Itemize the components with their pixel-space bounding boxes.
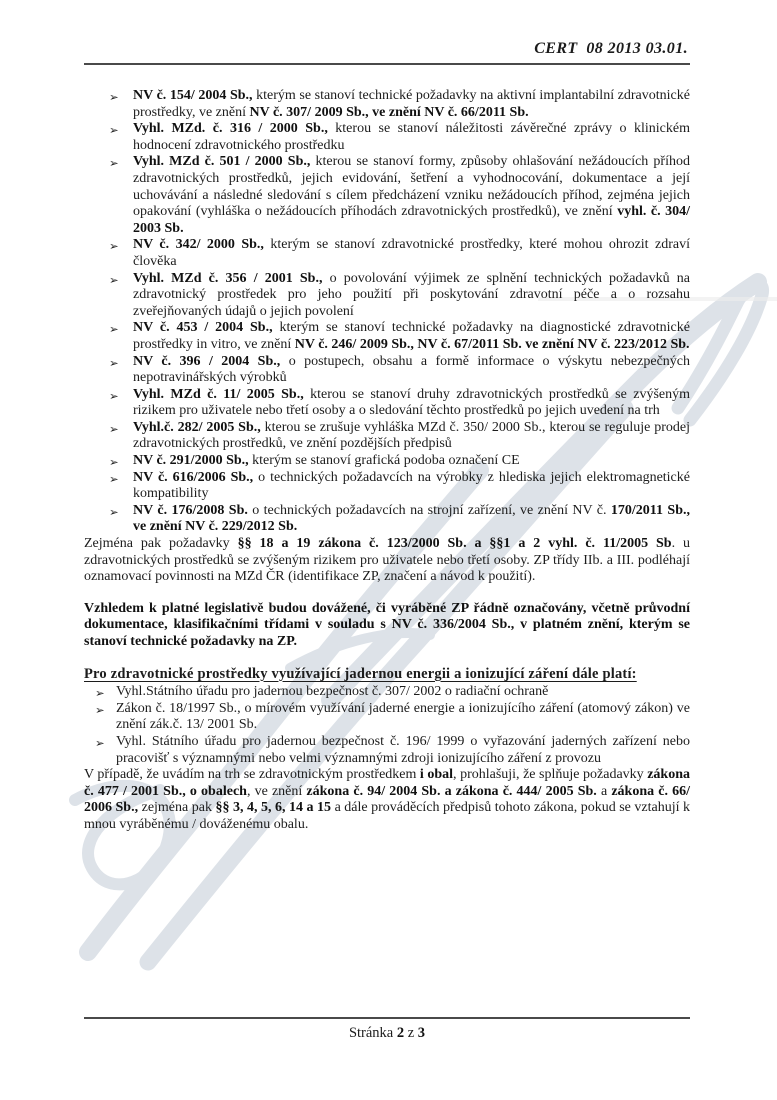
list-item-text (133, 420, 690, 452)
bold-text-segment: NV č. 396 / 2004 Sb., (133, 353, 289, 369)
list-item (84, 503, 690, 536)
text-segment: kterou se stanoví druhy zdravotnických prostředků se zvýšeným rizikem pro uživatele nebo třetí osoby a o sledování těchto prostředků po jejich uvedení na trh (133, 386, 690, 419)
bold-text-segment: NV č. 307/ 2009 Sb., ve znění NV č. 66/2011 Sb. (249, 104, 529, 120)
bold-text-segment: 3 (417, 1025, 426, 1041)
text-segment: . u zdravotnických prostředků se zvýšeným rizikem pro uživatele nebo třetí osoby. ZP třídy IIb. a III. podléhají oznamovací povinnosti na MZd ČR (identifikace ZP, značení a návod k použití). (84, 536, 691, 585)
text-segment: , ve znění (246, 783, 307, 799)
arrow-bullet-icon: ➢ (109, 272, 119, 287)
text-segment: kterým se stanoví zdravotnické prostředky, které mohou ohrozit zdraví člověka (133, 237, 690, 269)
header-reference: CERT 08 2013 03.01. (534, 40, 688, 57)
text-segment: kterou se zrušuje vyhláška MZd č. 350/ 2000 Sb., kterou se reguluje prodej zdravotnických prostředků, ve znění pozdějších předpisů (133, 419, 690, 452)
list-item-text (133, 154, 690, 235)
text-segment: kterým se stanoví technické požadavky na diagnostické zdravotnické prostředky in vitro, ve znění (133, 320, 690, 352)
bold-text-segment: 170/2011 Sb., ve znění NV č. 229/2012 Sb. (133, 502, 690, 535)
bold-text-segment: Vyhl. MZd č. 501 / 2000 Sb., (133, 154, 316, 170)
page-number (84, 1025, 690, 1042)
list-item-text (133, 453, 520, 468)
paragraph-requirements (84, 536, 690, 586)
text-segment: Vyhl.Státního úřadu pro jadernou bezpečnost č. 307/ 2002 o radiační ochraně (116, 684, 549, 700)
text-segment: kterou se stanoví náležitosti závěrečné zprávy o klinickém hodnocení zdravotnického prostředku (133, 121, 690, 153)
arrow-bullet-icon: ➢ (109, 471, 119, 486)
bold-text-segment: NV č. 342/ 2000 Sb., (133, 237, 271, 253)
bold-text-segment: Vyhl. MZd. č. 316 / 2000 Sb., (133, 121, 336, 137)
bold-text-segment: zákona č. 477 / 2001 Sb., o obalech (84, 767, 690, 799)
page-header (84, 40, 690, 65)
paragraph-labeling (84, 601, 690, 651)
bold-text-segment: Vzhledem k platné legislativě budou dovážené, či vyráběné ZP řádně označovány, včetně průvodní dokumentace, klasifikačními třídami v souladu s NV č. 336/2004 Sb., v platném znění, kterým se stanoví technické požadavky na ZP. (84, 600, 690, 649)
list-item-text (133, 503, 690, 535)
arrow-bullet-icon: ➢ (109, 421, 119, 436)
footer-rule (84, 1017, 690, 1019)
bold-text-segment: Vyhl. MZd č. 356 / 2001 Sb., (133, 270, 330, 286)
text-segment: kterou se stanoví formy, způsoby ohlašování nežádoucích příhod zdravotnických prostředků, jejich evidování, šetření a vyhodnocování, dokumentace a její uchovávání a následné sledování s cílem předcházení vzniku nežádoucích příhod, zejména jejich opakování (vyhláška o nežádoucích příhodách zdravotnických prostředků), ve znění (133, 154, 690, 220)
list-item-text (133, 470, 690, 502)
text-segment: Vyhl. Státního úřadu pro jadernou bezpečnost č. 196/ 1999 o vyřazování jaderných zařízení nebo pracovišť s významnými nebo velmi významnými zdroji ionizujícího záření z provozu (116, 733, 690, 766)
list-item-text (133, 387, 690, 419)
arrow-bullet-icon: ➢ (109, 123, 119, 138)
list-item-text (133, 237, 690, 269)
list-item-text (133, 121, 690, 153)
text-segment: a (596, 783, 612, 799)
arrow-bullet-icon: ➢ (109, 156, 119, 171)
text-segment: o povolování výjimek ze splnění technických požadavků na zdravotnický prostředek pro jeho použití při poskytování zdravotní péče a o rozsahu zveřejňovaných údajů o jejich povolení (133, 270, 690, 319)
arrow-bullet-icon: ➢ (109, 355, 119, 370)
list-item (84, 354, 690, 387)
list-item-text (116, 684, 548, 699)
text-segment: Stránka (348, 1025, 397, 1041)
list-item (84, 237, 690, 270)
list-item-text (133, 271, 690, 319)
text-segment: zejména pak (138, 800, 216, 816)
bold-text-segment: vyhl. č. 304/ 2003 Sb. (133, 204, 690, 236)
list-item (84, 320, 690, 353)
bold-text-segment: NV č. 453 / 2004 Sb., (133, 320, 280, 336)
arrow-bullet-icon: ➢ (95, 702, 105, 717)
list-item (84, 387, 690, 420)
header-rule (84, 63, 690, 65)
bold-text-segment: Vyhl.č. 282/ 2005 Sb., (133, 419, 265, 435)
bold-text-segment: i obal (419, 767, 454, 783)
nuclear-section-heading: Pro zdravotnické prostředky využívající jadernou energii a ionizující záření dále platí: (84, 665, 637, 682)
bold-text-segment: NV č. 246/ 2009 Sb., NV č. 67/2011 Sb. ve znění NV č. 223/2012 Sb. (294, 336, 690, 352)
bold-text-segment: §§ 18 a 19 zákona č. 123/2000 Sb. a §§1 a 2 vyhl. č. 11/2005 Sb (237, 536, 672, 552)
arrow-bullet-icon: ➢ (109, 455, 119, 470)
text-segment: Zejména pak požadavky (84, 536, 238, 552)
bold-text-segment: NV č. 616/2006 Sb., (133, 469, 259, 485)
text-segment: o technických požadavcích na výrobky z hlediska jejich elektromagnetické kompatibility (133, 469, 690, 502)
arrow-bullet-icon: ➢ (109, 90, 119, 104)
bold-text-segment: zákona č. 66/ 2006 Sb., (84, 783, 691, 816)
arrow-bullet-icon: ➢ (109, 504, 119, 519)
list-item (84, 701, 690, 734)
text-segment: V případě, že uvádím na trh se zdravotnickým prostředkem (84, 767, 420, 783)
list-item-text (116, 734, 690, 766)
text-segment: z (404, 1025, 418, 1041)
bold-text-segment: 2 (396, 1025, 405, 1041)
bold-text-segment: NV č. 291/2000 Sb., (133, 453, 253, 469)
arrow-bullet-icon: ➢ (109, 239, 119, 254)
arrow-bullet-icon: ➢ (109, 322, 119, 337)
bold-text-segment: zákona č. 94/ 2004 Sb. a zákona č. 444/ 2005 Sb. (306, 783, 597, 799)
arrow-bullet-icon: ➢ (95, 735, 105, 750)
nuclear-regulations-list (84, 684, 690, 767)
document-body (84, 88, 690, 849)
bold-text-segment: NV č. 154/ 2004 Sb., (133, 88, 257, 103)
text-segment: o technických požadavcích na strojní zařízení, ve znění NV č. (252, 502, 611, 518)
bold-text-segment: §§ 3, 4, 5, 6, 14 a 15 (215, 800, 332, 816)
list-item-text (133, 88, 690, 120)
bold-text-segment: NV č. 176/2008 Sb. (133, 502, 253, 518)
list-item (84, 734, 690, 767)
text-segment: kterým se stanoví technické požadavky na aktivní implantabilní zdravotnické prostředky, ve znění (133, 88, 690, 120)
text-segment: a dále prováděcích předpisů tohoto zákona, pokud se vztahují k mnou vyráběnému / dováženému obalu. (84, 800, 690, 832)
arrow-bullet-icon: ➢ (109, 388, 119, 403)
bold-text-segment: Vyhl. MZd č. 11/ 2005 Sb., (133, 386, 311, 402)
text-segment: , prohlašuji, že splňuje požadavky (453, 767, 648, 783)
list-item-text (116, 701, 690, 733)
paragraph-packaging (84, 767, 690, 833)
list-item-text (133, 320, 690, 352)
list-item (84, 470, 690, 503)
page-footer (84, 1012, 690, 1042)
arrow-bullet-icon: ➢ (95, 686, 105, 701)
list-item (84, 684, 690, 701)
list-item-text (133, 354, 690, 386)
list-item (84, 453, 690, 470)
list-item (84, 154, 690, 237)
list-item (84, 420, 690, 453)
text-segment: Zákon č. 18/1997 Sb., o mírovém využívání jaderné energie a ionizujícího záření (atomový zákon) ve znění zák.č. 13/ 2001 Sb. (116, 700, 690, 733)
list-item (84, 88, 690, 121)
regulations-list (84, 88, 690, 536)
list-item (84, 271, 690, 321)
text-segment: o postupech, obsahu a formě informace o výskytu nebezpečných nepotravinářských výrobků (133, 353, 690, 386)
text-segment: kterým se stanoví grafická podoba označení CE (252, 453, 520, 469)
list-item (84, 121, 690, 154)
